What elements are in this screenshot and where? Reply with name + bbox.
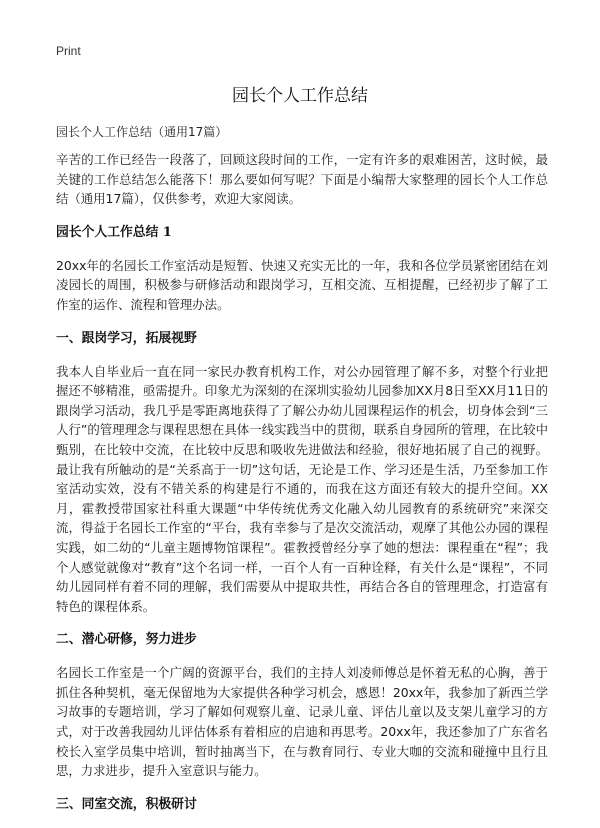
article-heading: 园长个人工作总结 1 [56, 224, 172, 240]
print-link[interactable]: Print [56, 44, 81, 58]
page-title: 园长个人工作总结 [232, 86, 368, 106]
section-heading: 三、同室交流，积极研讨 [56, 796, 197, 812]
section-paragraph: 我本人自毕业后一直在同一家民办教育机构工作，对公办园管理了解不多，对整个行业把握还不够精准，亟需提升。印象尤为深刻的在深圳实验幼儿园参加XX月8日至XX月11日的跟岗学习活动，我几乎是零距离地获得了了解公办幼儿园课程运作的机会，切身体会到“三人行”的管理理念与课程思想在具体一线实践当中的贯彻，联系自身园所的管理，在比较中甄别，在比较中交流，在比较中反思和吸收先进做法和经验，很好地拓展了自己的视野。最让我有所触动的是“关系高于一切”这句话，无论是工作、学习还是生活，乃至参加工作室活动实效，没有不错关系的构建是行不通的，而我在这方面还有较大的提升空间。XX月，霍教授带国家社科重大课题“中华传统优秀文化融入幼儿园教育的系统研究”来深交流，得益于名园长工作室的“平台，我有幸参与了是次交流活动，观摩了其他公办园的课程实践，如二幼的“儿童主题博物馆课程”。霍教授曾经分享了她的想法：课程重在“程”；我个人感觉就像对“教育”这个名词一样，一百个人有一百种诠释，有关什么是“课程”，不同幼儿园同样有着不同的理解，我们需要从中提取共性，再结合各自的管理理念，打造富有特色的课程体系。 [56, 363, 548, 614]
document-subtitle: 园长个人工作总结（通用17篇） [56, 125, 228, 139]
article-intro-paragraph: 20xx年的名园长工作室活动是短暂、快速又充实无比的一年，我和各位学员紧密团结在刘凌园长的周围，积极参与研修活动和跟岗学习，互相交流、互相提醒，已经初步了解了工作室的运作、流程和管理办法。 [56, 257, 548, 312]
section-heading: 一、跟岗学习，拓展视野 [56, 330, 197, 346]
section-paragraph: 名园长工作室是一个广阔的资源平台，我们的主持人刘凌师傅总是怀着无私的心胸，善于抓住各种契机，毫无保留地为大家提供各种学习机会，感恩！20xx年，我参加了新西兰学习故事的专题培训，学习了解如何观察儿童、记录儿童、评估儿童以及支架儿童学习的方式，对于改善我园幼儿评估体系有着相应的启迪和再思考。20xx年，我还参加了广东省名校长入室学员集中培训，暂时抽离当下，在与教育同行、专业大咖的交流和碰撞中且行且思，力求进步，提升入室意识与能力。 [56, 665, 548, 779]
section-heading: 二、潜心研修，努力进步 [56, 632, 197, 648]
intro-paragraph: 辛苦的工作已经告一段落了，回顾这段时间的工作，一定有许多的艰难困苦，这时候，最关键的工作总结怎么能落下！那么要如何写呢？下面是小编帮大家整理的园长个人工作总结（通用17篇），仅供参考，欢迎大家阅读。 [56, 152, 548, 207]
document-body [56, 150, 548, 828]
